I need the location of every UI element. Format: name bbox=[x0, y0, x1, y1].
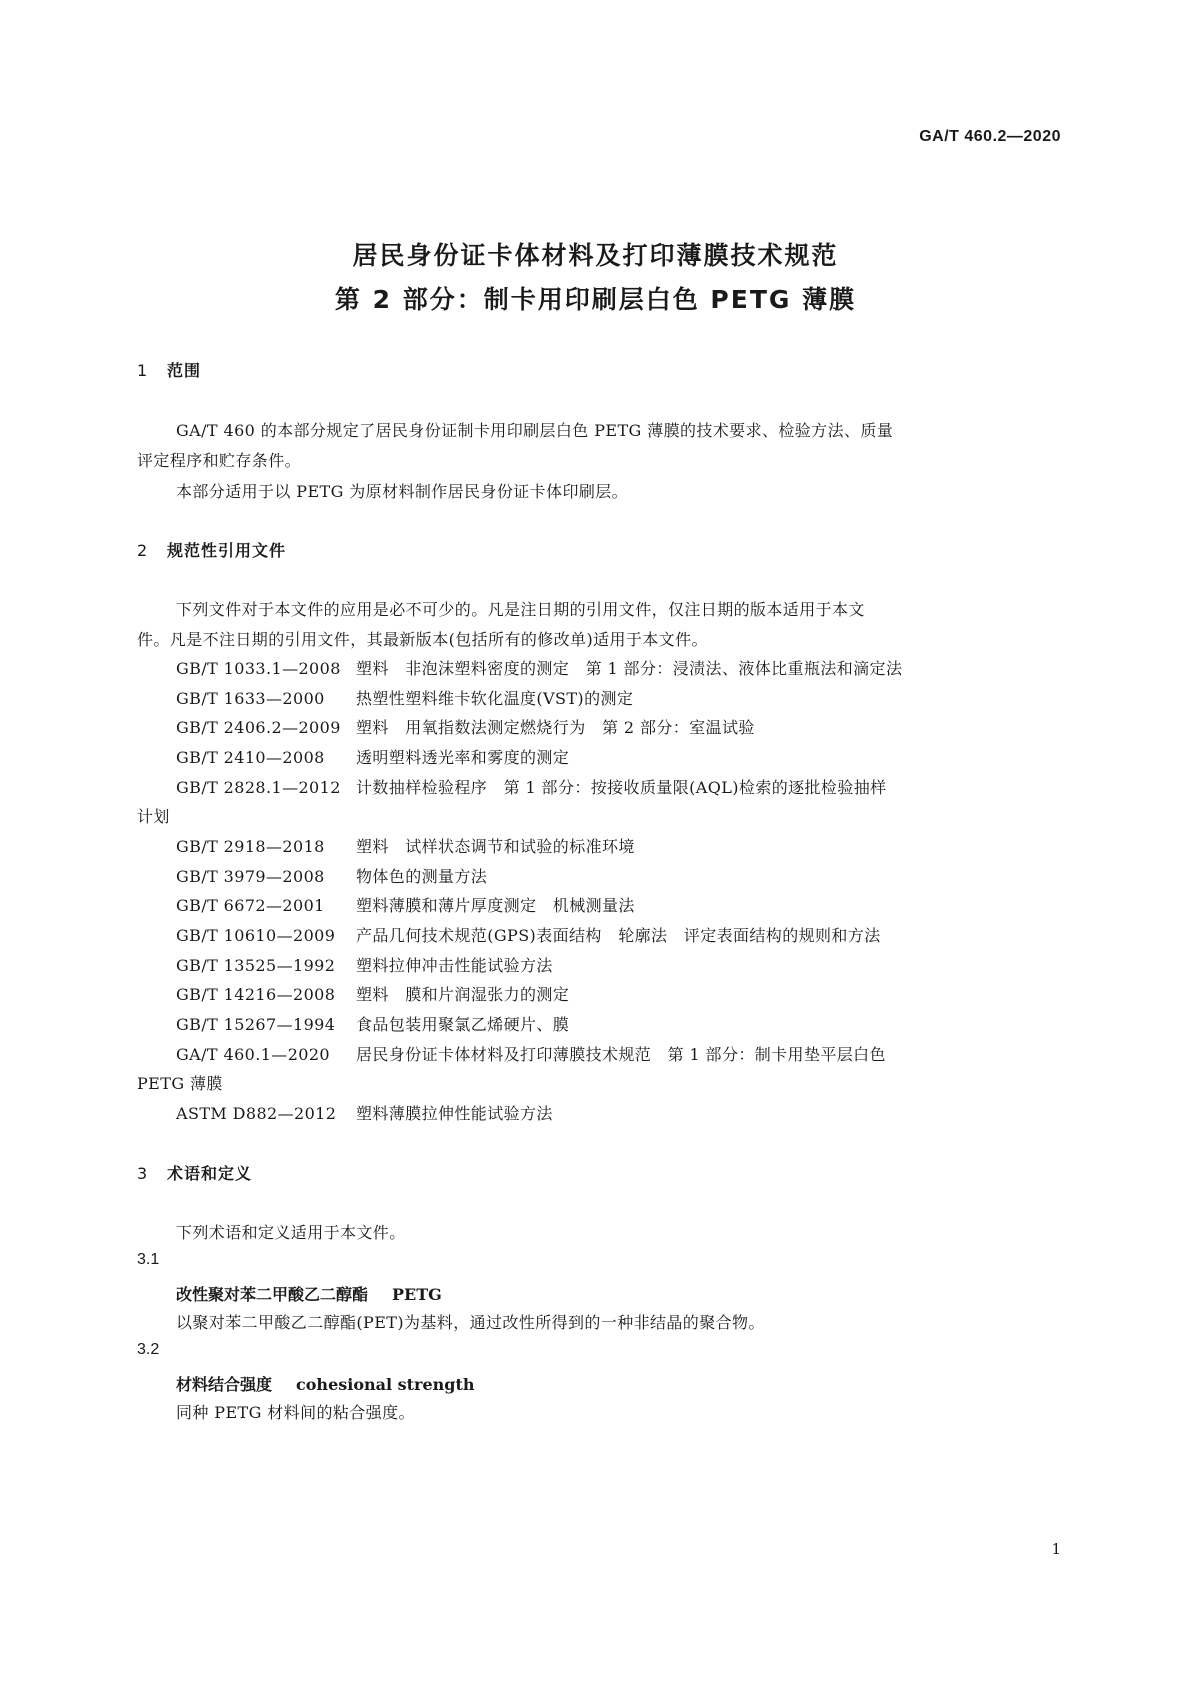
reference-title: 塑料 膜和片润湿张力的测定 bbox=[356, 985, 570, 1004]
term-number: 3.2 bbox=[137, 1341, 160, 1358]
section-1-heading bbox=[137, 358, 201, 381]
reference-code: GB/T 6672—2001 bbox=[176, 896, 325, 915]
reference-title: 塑料拉伸冲击性能试验方法 bbox=[356, 956, 553, 975]
term-number: 3.1 bbox=[137, 1251, 160, 1268]
section-title: 术语和定义 bbox=[167, 1164, 253, 1183]
paragraph: GA/T 460 的本部分规定了居民身份证制卡用印刷层白色 PETG 薄膜的技术要求、检验方法、质量 bbox=[176, 421, 894, 440]
section-title: 范围 bbox=[167, 361, 202, 380]
term-definition: 以聚对苯二甲酸乙二醇酯(PET)为基料，通过改性所得到的一种非结晶的聚合物。 bbox=[176, 1313, 765, 1332]
reference-title: 产品几何技术规范(GPS)表面结构 轮廓法 评定表面结构的规则和方法 bbox=[356, 926, 881, 945]
section-3-heading bbox=[137, 1161, 252, 1184]
reference-item bbox=[176, 686, 633, 709]
reference-continuation: PETG 薄膜 bbox=[137, 1074, 223, 1093]
reference-item bbox=[176, 1042, 886, 1065]
reference-code: GB/T 2410—2008 bbox=[176, 748, 325, 767]
reference-title: 物体色的测量方法 bbox=[356, 867, 488, 886]
document-title-line2: 第 2 部分：制卡用印刷层白色 PETG 薄膜 bbox=[334, 285, 857, 314]
reference-item bbox=[176, 953, 553, 976]
reference-title: 塑料 非泡沫塑料密度的测定 第 1 部分：浸渍法、液体比重瓶法和滴定法 bbox=[356, 659, 903, 678]
reference-title: 塑料 用氧指数法测定燃烧行为 第 2 部分：室温试验 bbox=[356, 718, 755, 737]
page-number: 1 bbox=[1051, 1540, 1061, 1558]
reference-title: 塑料 试样状态调节和试验的标准环境 bbox=[356, 837, 635, 856]
reference-title: 居民身份证卡体材料及打印薄膜技术规范 第 1 部分：制卡用垫平层白色 bbox=[356, 1045, 886, 1064]
reference-code: GA/T 460.1—2020 bbox=[176, 1045, 331, 1064]
section-number: 1 bbox=[137, 361, 149, 380]
reference-code: ASTM D882—2012 bbox=[176, 1104, 337, 1123]
reference-code: GB/T 2828.1—2012 bbox=[176, 778, 341, 797]
term-heading bbox=[176, 1372, 475, 1395]
reference-title: 热塑性塑料维卡软化温度(VST)的测定 bbox=[356, 689, 634, 708]
section-number: 3 bbox=[137, 1164, 149, 1183]
reference-title: 透明塑料透光率和雾度的测定 bbox=[356, 748, 570, 767]
section-number: 2 bbox=[137, 541, 149, 560]
reference-item bbox=[176, 1101, 553, 1124]
reference-item bbox=[176, 656, 902, 679]
paragraph: 下列术语和定义适用于本文件。 bbox=[176, 1223, 406, 1242]
reference-code: GB/T 2918—2018 bbox=[176, 837, 325, 856]
term-en: cohesional strength bbox=[296, 1375, 475, 1394]
reference-code: GB/T 10610—2009 bbox=[176, 926, 336, 945]
reference-title: 食品包装用聚氯乙烯硬片、膜 bbox=[356, 1015, 570, 1034]
reference-item bbox=[176, 893, 635, 916]
term-en: PETG bbox=[392, 1285, 442, 1304]
paragraph-continuation: 件。凡是不注日期的引用文件，其最新版本(包括所有的修改单)适用于本文件。 bbox=[137, 630, 708, 649]
reference-code: GB/T 1633—2000 bbox=[176, 689, 325, 708]
section-title: 规范性引用文件 bbox=[167, 541, 287, 560]
reference-item bbox=[176, 923, 881, 946]
reference-code: GB/T 15267—1994 bbox=[176, 1015, 336, 1034]
reference-title: 塑料薄膜拉伸性能试验方法 bbox=[356, 1104, 553, 1123]
reference-item bbox=[176, 982, 569, 1005]
document-title-line1: 居民身份证卡体材料及打印薄膜技术规范 bbox=[352, 241, 839, 270]
term-heading bbox=[176, 1282, 442, 1305]
standard-code: GA/T 460.2—2020 bbox=[919, 128, 1061, 145]
reference-item bbox=[176, 834, 635, 857]
reference-item bbox=[176, 864, 487, 887]
reference-code: GB/T 14216—2008 bbox=[176, 985, 336, 1004]
reference-title: 计数抽样检验程序 第 1 部分：按接收质量限(AQL)检索的逐批检验抽样 bbox=[356, 778, 887, 797]
term-zh: 材料结合强度 bbox=[176, 1375, 273, 1394]
term-zh: 改性聚对苯二甲酸乙二醇酯 bbox=[176, 1285, 369, 1304]
paragraph: 下列文件对于本文件的应用是必不可少的。凡是注日期的引用文件，仅注日期的版本适用于本文 bbox=[176, 600, 865, 619]
reference-item bbox=[176, 1012, 569, 1035]
reference-code: GB/T 1033.1—2008 bbox=[176, 659, 341, 678]
section-2-heading bbox=[137, 538, 286, 561]
reference-item bbox=[176, 715, 755, 738]
paragraph-continuation: 评定程序和贮存条件。 bbox=[137, 451, 302, 470]
reference-item bbox=[176, 775, 887, 798]
term-definition: 同种 PETG 材料间的粘合强度。 bbox=[176, 1403, 415, 1422]
reference-item bbox=[176, 745, 569, 768]
reference-title: 塑料薄膜和薄片厚度测定 机械测量法 bbox=[356, 896, 635, 915]
reference-code: GB/T 13525—1992 bbox=[176, 956, 336, 975]
reference-code: GB/T 2406.2—2009 bbox=[176, 718, 341, 737]
reference-continuation: 计划 bbox=[137, 807, 170, 826]
reference-code: GB/T 3979—2008 bbox=[176, 867, 325, 886]
paragraph: 本部分适用于以 PETG 为原材料制作居民身份证卡体印刷层。 bbox=[176, 482, 629, 501]
